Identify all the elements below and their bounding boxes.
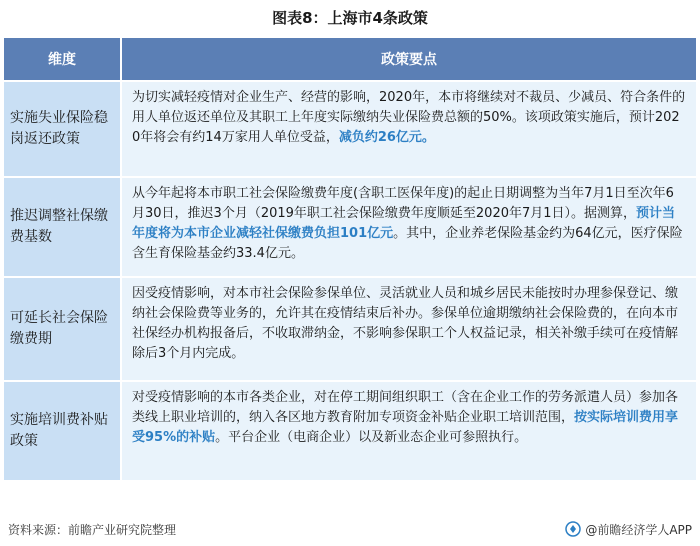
table-header [4,38,696,80]
brand-credit [565,521,692,538]
row-dimension: 实施失业保险稳岗返还政策 [4,82,122,176]
content-text: 。平台企业（电商企业）以及新业态企业可参照执行。 [215,430,528,445]
brand-label: @前瞻经济学人APP [585,522,692,537]
row-content [122,82,696,176]
highlight-text: 预计当年度将为本市企业减轻社保缴费负担101亿元 [132,206,676,241]
content-text: 对受疫情影响的本市各类企业，对在停工期间组织职工（含在企业工作的劳务派遣人员）参加各类线上职业培训的，纳入各区地方教育附加专项资金补贴企业职工培训范围， [132,390,679,425]
highlight-text: 减负约26亿元。 [338,130,435,145]
header-policy-points: 政策要点 [381,52,437,68]
content-text: 因受疫情影响，对本市社会保险参保单位、灵活就业人员和城乡居民未能按时办理参保登记、缴纳社会保险费等业务的，允许其在疫情结束后补办。参保单位逾期缴纳社会保险费的，在向本市社保经办机构报备后，不收取滞纳金，不影响参保职工个人权益记录，相关补缴手续可在疫情解除后3个月内完成。 [132,286,679,361]
table-row [4,380,696,480]
table-row [4,176,696,276]
row-content [122,178,696,276]
row-content [122,278,696,380]
row-dimension: 实施培训费补贴政策 [4,382,122,480]
table-row [4,80,696,176]
row-dimension: 可延长社会保险缴费期 [4,278,122,380]
row-dimension: 推迟调整社保缴费基数 [4,178,122,276]
policy-table [4,38,696,480]
row-content [122,382,696,480]
content-text: 。其中，企业养老保险基金约为64亿元，医疗保险含生育保险基金约33.4亿元。 [132,226,683,261]
highlight-text: 按实际培训费用享受95%的补贴 [132,410,679,445]
footer [0,516,700,542]
source-note: 资料来源：前瞻产业研究院整理 [8,522,177,537]
content-text: 从今年起将本市职工社会保险缴费年度(含职工医保年度)的起止日期调整为当年7月1日至次年6月30日，推迟3个月（2019年职工社会保险缴费年度顺延至2020年7月1日）。据测算， [132,186,674,221]
header-dimension: 维度 [4,38,122,80]
content-text: 为切实减轻疫情对企业生产、经营的影响，2020年，本市将继续对不裁员、少减员、符合条件的用人单位返还单位及其职工上年度实际缴纳失业保险费总额的50%。该项政策实施后，预计2020年将会有约14万家用人单位受益， [132,90,686,145]
qianzhan-logo-icon [565,521,581,537]
chart-title: 图表8：上海市4条政策 [272,9,428,27]
table-row [4,276,696,380]
